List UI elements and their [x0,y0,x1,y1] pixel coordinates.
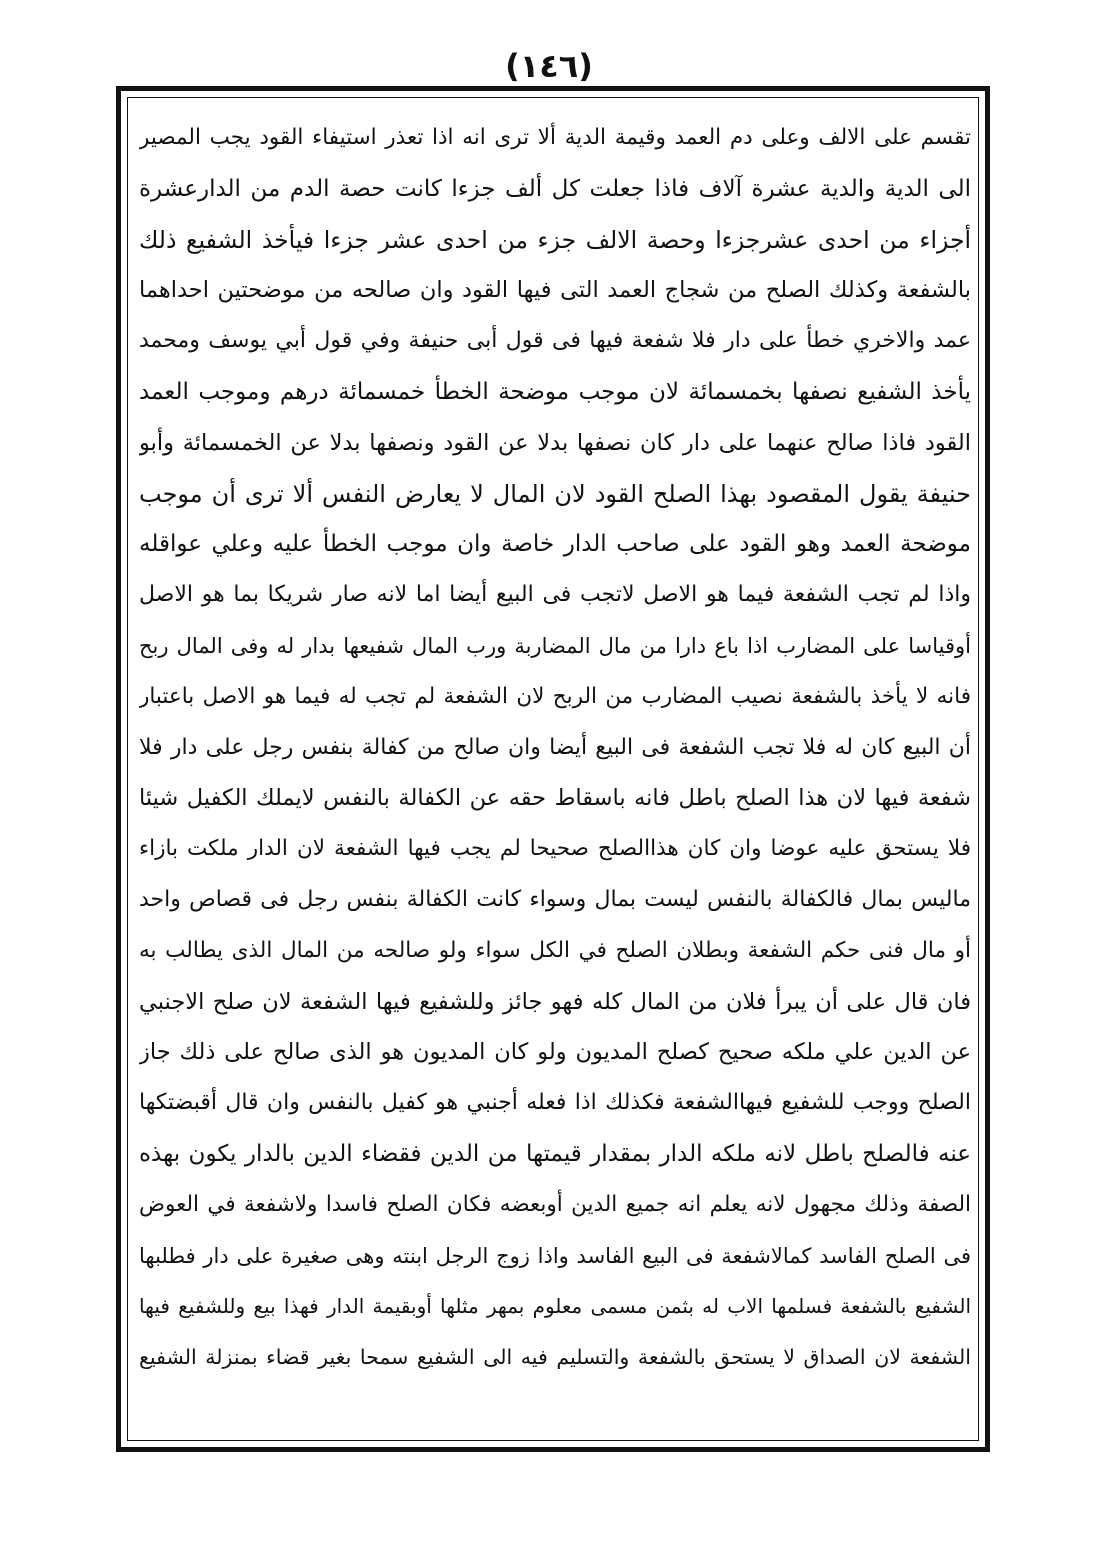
text-line: عمد والاخري خطأ على دار فلا شفعة فيها فى قول أبى حنيفة وفي قول أبي يوسف ومحمد [139,328,971,354]
text-line: أو مال فنى حكم الشفعة وبطلان الصلح في الكل سواء ولو صالحه من المال الذى يطالب به [139,937,971,963]
text-line: واذا لم تجب الشفعة فيما هو الاصل لاتجب فى البيع أيضا اما لانه صار شريكا بما هو الاصل [139,582,971,608]
text-line: موضحة العمد وهو القود على صاحب الدار خاصة وان موجب الخطأ عليه وعلي عواقله [139,531,971,558]
text-line: الشفعة لان الصداق لا يستحق بالشفعة والتسليم فيه الى الشفيع سمحا بغير قضاء بمنزلة الشفيع [139,1345,971,1370]
page-frame [116,86,990,1452]
text-line: فانه لا يأخذ بالشفعة نصيب المضارب من الربح لان الشفعة لم تجب له فيما هو الاصل باعتبار [139,683,971,709]
text-line: الى الدية والدية عشرة آلاف فاذا جعلت كل ألف جزءا كانت حصة الدم من الدارعشرة [139,175,971,202]
text-line: أجزاء من احدى عشرجزءا وحصة الالف جزء من احدى عشر جزءا فيأخذ الشفيع ذلك [139,225,971,254]
text-line: الشفيع بالشفعة فسلمها الاب له بثمن مسمى معلوم بمهر مثلها أوبقيمة الدار فهذا بيع وللشفيع فيها [139,1294,971,1319]
text-line: أن البيع كان له فلا تجب الشفعة فى البيع أيضا وان صالح من كفالة بنفس رجل على دار فلا [139,734,971,760]
text-line: تقسم على الالف وعلى دم العمد وقيمة الدية ألا ترى انه اذا تعذر استيفاء القود يجب المصير [139,125,971,150]
text-line: فى الصلح الفاسد كمالاشفعة فى البيع الفاسد واذا زوج الرجل ابنته وهى صغيرة على دار فطلبها [139,1243,971,1268]
text-line: ماليس بمال فالكفالة بالنفس ليست بمال وسواء كانت الكفالة بنفس رجل فى قصاص واحد [139,886,971,912]
text-line: يأخذ الشفيع نصفها بخمسمائة لان موجب موضحة الخطأ خمسمائة درهم وموجب العمد [139,378,971,405]
text-line: حنيفة يقول المقصود بهذا الصلح القود لان المال لا يعارض النفس ألا ترى أن موجب [139,479,971,508]
text-line: أوقياسا على المضارب اذا باع دارا من مال المضاربة ورب المال شفيعها بدار له وفى المال ربح [139,633,971,658]
text-line: بالشفعة وكذلك الصلح من شجاج العمد التى فيها القود وان صالحه من موضحتين احداهما [139,277,971,304]
page-number: (١٤٦) [505,47,593,85]
text-line: عنه فالصلح باطل لانه ملكه الدار بمقدار قيمتها من الدين فقضاء الدين بالدار يكون بهذه [139,1140,971,1167]
text-line: الصلح ووجب للشفيع فيهاالشفعة فكذلك اذا فعله أجنبي هو كفيل بالنفس وان قال أقبضتكها [139,1090,971,1116]
text-line: القود فاذا صالح عنهما على دار كان نصفها بدلا عن القود ونصفها بدلا عن الخمسمائة وأبو [139,429,971,456]
text-line: فلا يستحق عليه عوضا وان كان هذاالصلح صحيحا لم يجب فيها الشفعة لان الدار ملكت بازاء [139,836,971,862]
text-line: الصفة وذلك مجهول لانه يعلم انه جميع الدين أوبعضه فكان الصلح فاسدا ولاشفعة في العوض [139,1191,971,1217]
text-line: عن الدين علي ملكه صحيح كصلح المديون ولو كان المديون هو الذى صالح على ذلك جاز [139,1039,971,1066]
text-line: فان قال على أن يبرأ فلان من المال كله فهو جائز وللشفيع فيها الشفعة لان صلح الاجنبي [139,988,971,1015]
body-text [139,113,971,1383]
text-line: شفعة فيها لان هذا الصلح باطل فانه باسقاط حقه عن الكفالة بالنفس لايملك الكفيل شيئا [139,785,971,812]
